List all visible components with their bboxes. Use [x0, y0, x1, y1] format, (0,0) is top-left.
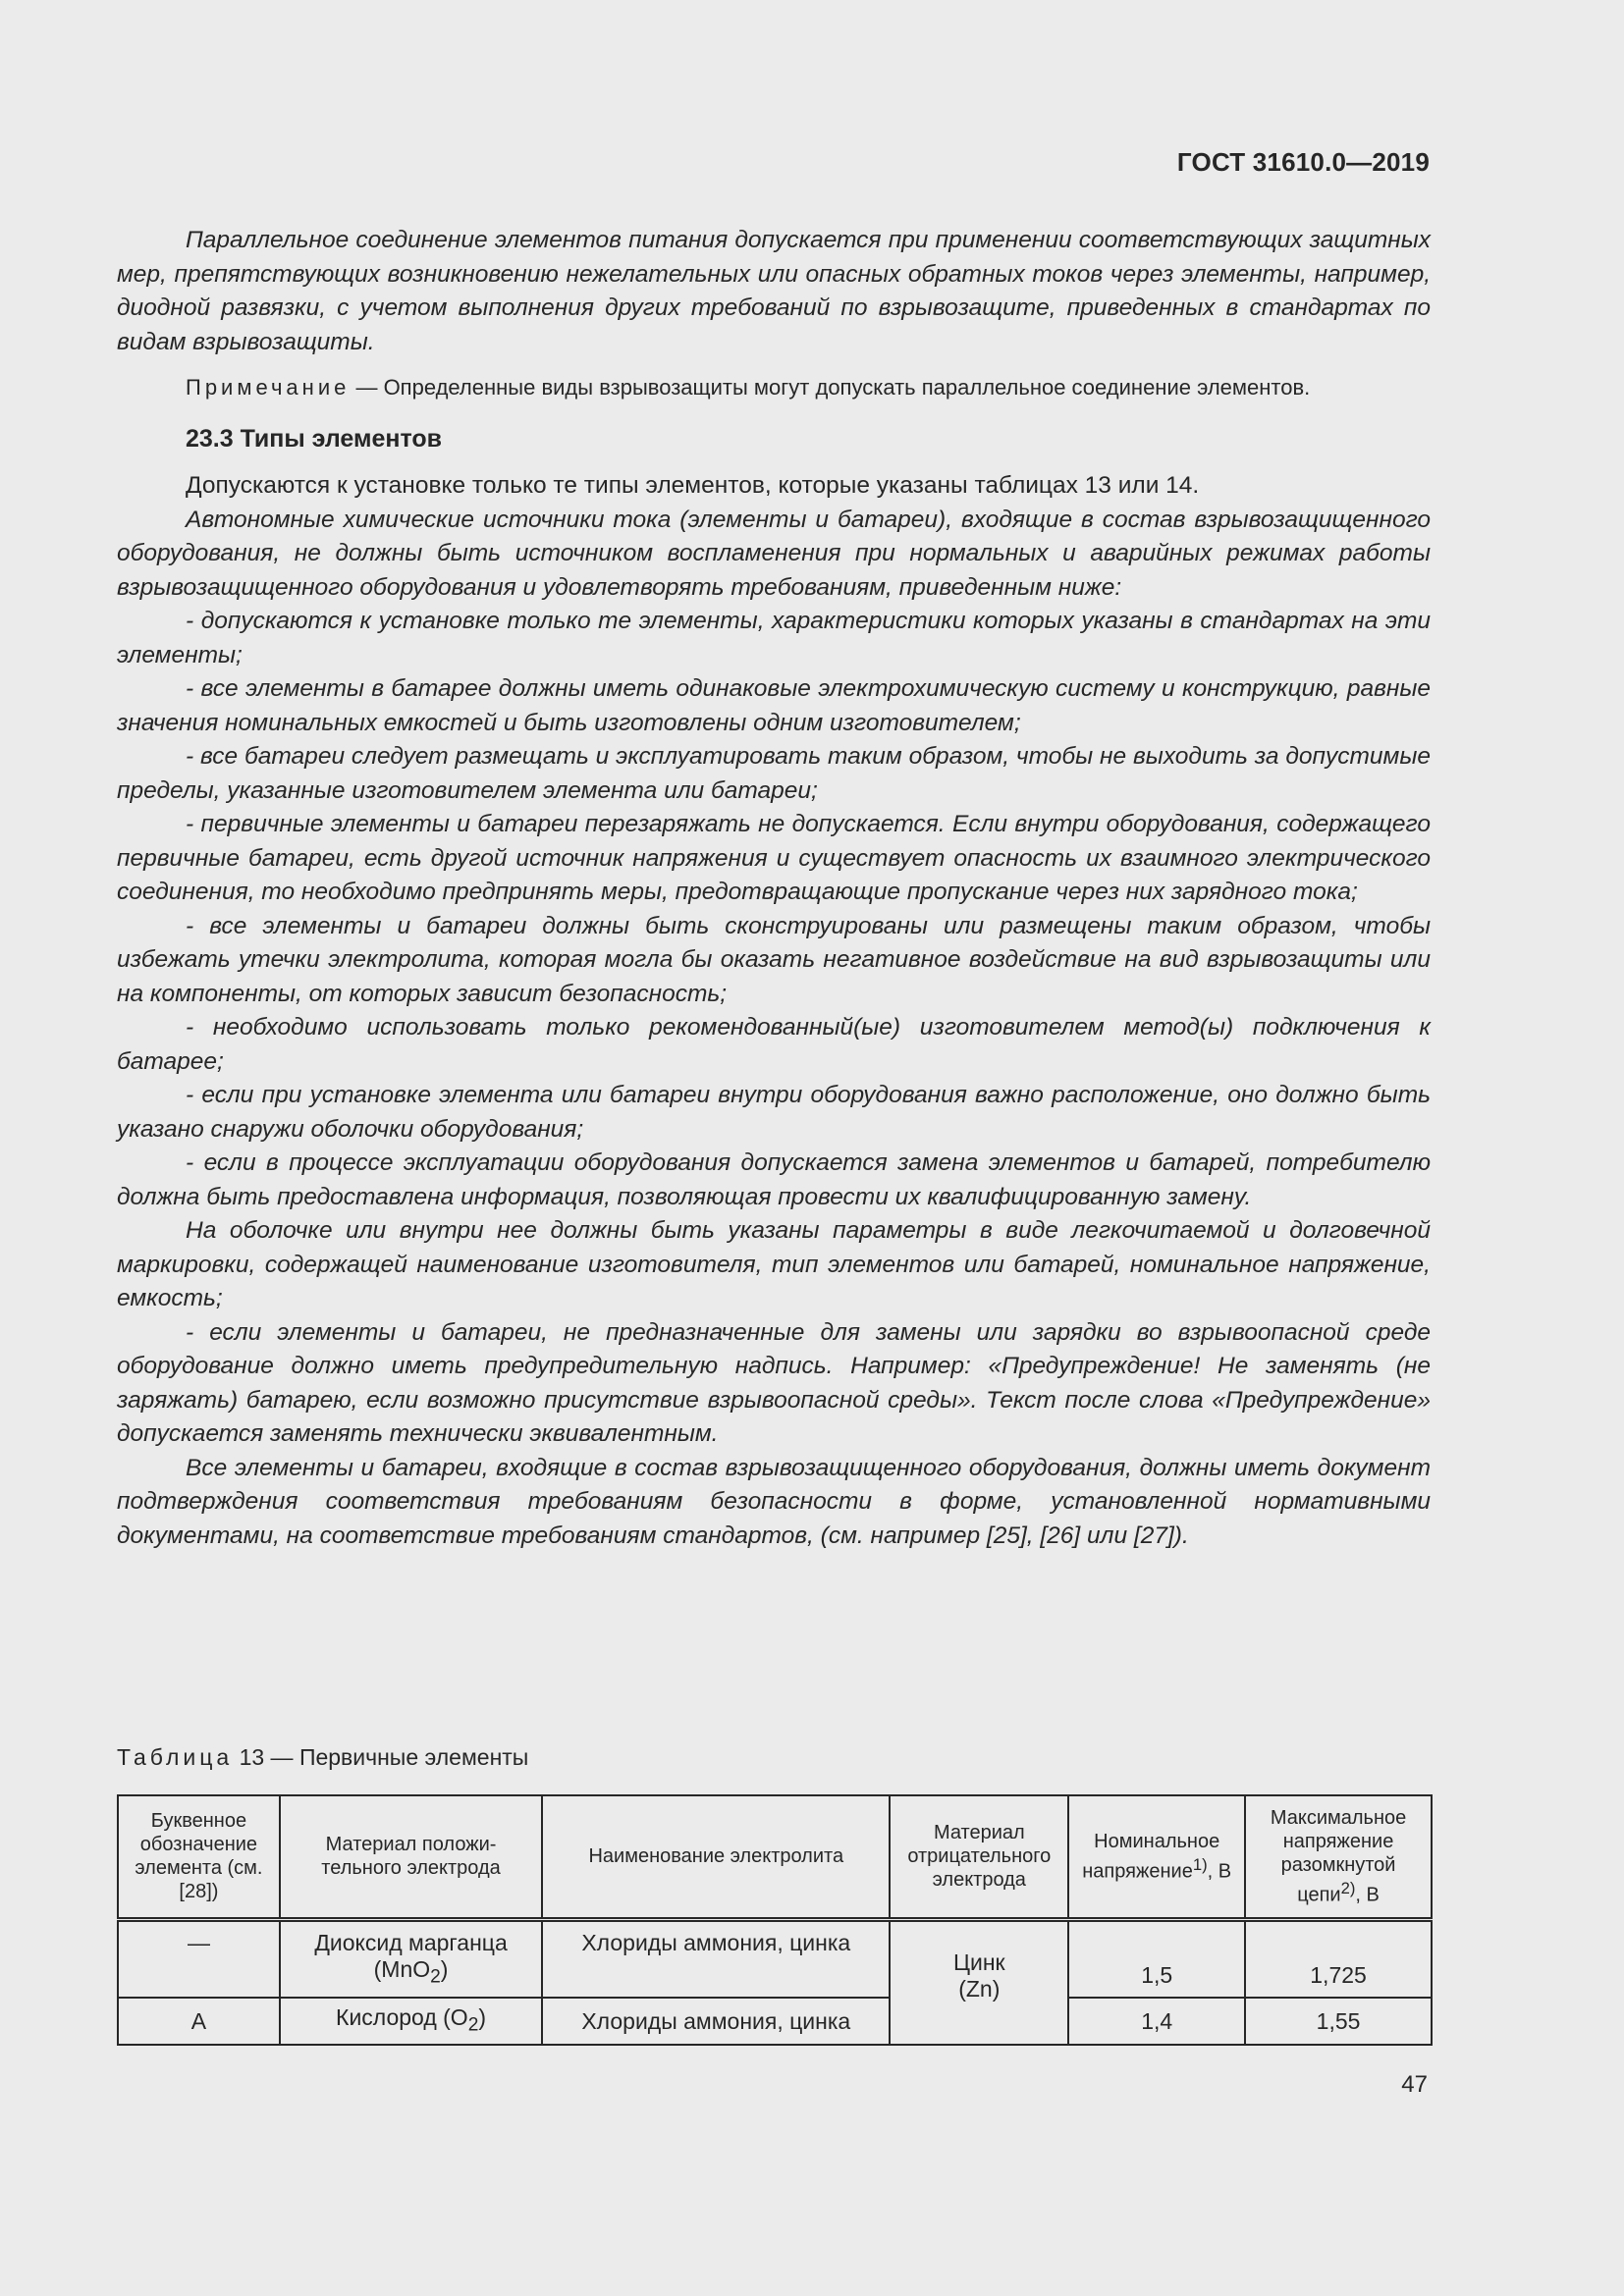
paragraph-allowed-types: Допускаются к установке только те типы элементов, которые указаны таблицах 13 или 14. [186, 472, 1200, 499]
header-electrolyte: Наименование электролита [542, 1795, 890, 1919]
list-item: - необходимо использовать только рекомендованный(ые) изготовителем метод(ы) подключения к батарее; [117, 1014, 1431, 1075]
note-label: Примечание [186, 375, 351, 400]
header-unit: , В [1207, 1860, 1232, 1883]
subscript: 2 [430, 1966, 441, 1988]
list-item: - все элементы и батареи должны быть сконструированы или размещены таким образом, чтобы избежать утечки электролита, которая могла бы оказать негативное воздействие на вид взрывозащиты или на компоненты, от которых зависит безопасность; [117, 912, 1431, 1007]
table-row [118, 1998, 1432, 2045]
header-max-open-voltage-text: Максимальное напряжение разомкнутой цепи [1270, 1806, 1407, 1906]
subscript: 2 [467, 2014, 479, 2036]
cell-max-open-voltage: 1,725 [1245, 1919, 1432, 1998]
document-body [117, 224, 1431, 1553]
table-caption-text: 13 — Первичные элементы [233, 1744, 529, 1770]
cell-positive-formula: (MnO [373, 1955, 431, 1982]
list-item: - если при установке элемента или батареи внутри оборудования важно расположение, оно должно быть указано снаружи оболочки оборудования; [117, 1082, 1431, 1143]
table-row [118, 1919, 1432, 1998]
note-text: — Определенные виды взрывозащиты могут допускать параллельное соединение элементов. [350, 375, 1311, 400]
paragraph-warning: - если элементы и батареи, не предназначенные для замены или зарядки во взрывоопасной среде оборудование должно иметь предупредительную надпись. Например: «Предупреждение! Не заменять (не заряжать) батарею, если возможно присутствие взрывоопасной среды». Текст после слова «Предупреждение» допускается заменять технически эквивалентным. [117, 1318, 1431, 1447]
document-code: ГОСТ 31610.0—2019 [1176, 147, 1430, 177]
paragraph-autonomous: Автономные химические источники тока (элементы и батареи), входящие в состав взрывозащищенного оборудования, не должны быть источником воспламенения при нормальных и аварийных режимах работы взрывозащищенного оборудования и удовлетворять требованиям, приведенным ниже: [117, 506, 1431, 601]
cell-nominal-voltage: 1,5 [1068, 1919, 1245, 1998]
cell-electrolyte: Хлориды аммония, цинка [542, 1998, 890, 2045]
cell-positive-name: Кислород (O [336, 2003, 468, 2030]
table-caption [117, 1744, 528, 1771]
cell-positive-electrode [280, 1919, 542, 1998]
list-item: - допускаются к установке только те элементы, характеристики которых указаны в стандартах на эти элементы; [117, 608, 1431, 668]
table-caption-label: Таблица [117, 1744, 234, 1770]
cell-negative-formula: (Zn) [958, 1975, 1001, 2002]
cell-positive-close: ) [440, 1955, 449, 1982]
cell-negative-name: Цинк [952, 1949, 1005, 1975]
table-header-row [118, 1795, 1432, 1919]
paragraph-conformity: Все элементы и батареи, входящие в состав взрывозащищенного оборудования, должны иметь документ подтверждения соответствия требованиям безопасности в форме, установленной нормативными документами, на соответствие требованиям стандартов, (см. например [25], [26] или [27]). [117, 1454, 1431, 1549]
header-positive-electrode: Материал положи-тельного электрода [280, 1795, 542, 1919]
paragraph-marking: На оболочке или внутри нее должны быть указаны параметры в виде легкочитаемой и долговечной маркировки, содержащей наименование изготовителя, тип элементов или батарей, номинальное напряжение, емкость; [117, 1217, 1431, 1311]
cell-nominal-voltage: 1,4 [1068, 1998, 1245, 2045]
header-negative-electrode: Материал отрицательного электрода [890, 1795, 1068, 1919]
cell-letter: А [118, 1998, 280, 2045]
cell-electrolyte: Хлориды аммония, цинка [542, 1919, 890, 1998]
section-title: 23.3 Типы элементов [186, 425, 443, 453]
cell-positive-name: Диоксид марганца [314, 1929, 508, 1955]
header-unit: , В [1355, 1884, 1380, 1906]
primary-cells-table [117, 1794, 1433, 2046]
list-item: - все батареи следует размещать и эксплуатировать таким образом, чтобы не выходить за допустимые пределы, указанные изготовителем элемента или батареи; [117, 743, 1431, 804]
list-item: - первичные элементы и батареи перезаряжать не допускается. Если внутри оборудования, содержащего первичные батареи, есть другой источник напряжения и существует опасность их взаимного электрического соединения, то необходимо предпринять меры, предотвращающие пропускание через них зарядного тока; [117, 811, 1431, 905]
cell-letter: — [118, 1919, 280, 1998]
cell-negative-electrode [890, 1919, 1068, 2045]
header-max-open-voltage [1245, 1795, 1432, 1919]
cell-max-open-voltage: 1,55 [1245, 1998, 1432, 2045]
page-number: 47 [1401, 2071, 1428, 2098]
list-item: - все элементы в батарее должны иметь одинаковые электрохимическую систему и конструкцию, равные значения номинальных емкостей и быть изготовлены одним изготовителем; [117, 675, 1431, 736]
note [117, 373, 1431, 402]
footnote-ref: 1) [1192, 1854, 1208, 1874]
cell-positive-close: ) [478, 2003, 487, 2030]
cell-positive-electrode [280, 1998, 542, 2045]
paragraph-parallel: Параллельное соединение элементов питания допускается при применении соответствующих защитных мер, препятствующих возникновению нежелательных или опасных обратных токов через элементы, например, диодной развязки, с учетом выполнения других требований по взрывозащите, приведенных в стандартах по видам взрывозащиты. [117, 227, 1431, 355]
header-nominal-voltage-text: Номинальное напряжение [1082, 1830, 1220, 1883]
list-item: - если в процессе эксплуатации оборудования допускается замена элементов и батарей, потребителю должна быть предоставлена информация, позволяющая провести их квалифицированную замену. [117, 1149, 1431, 1210]
header-nominal-voltage [1068, 1795, 1245, 1919]
header-letter-designation: Буквенное обозначение элемента (см. [28]) [118, 1795, 280, 1919]
footnote-ref: 2) [1340, 1878, 1356, 1897]
